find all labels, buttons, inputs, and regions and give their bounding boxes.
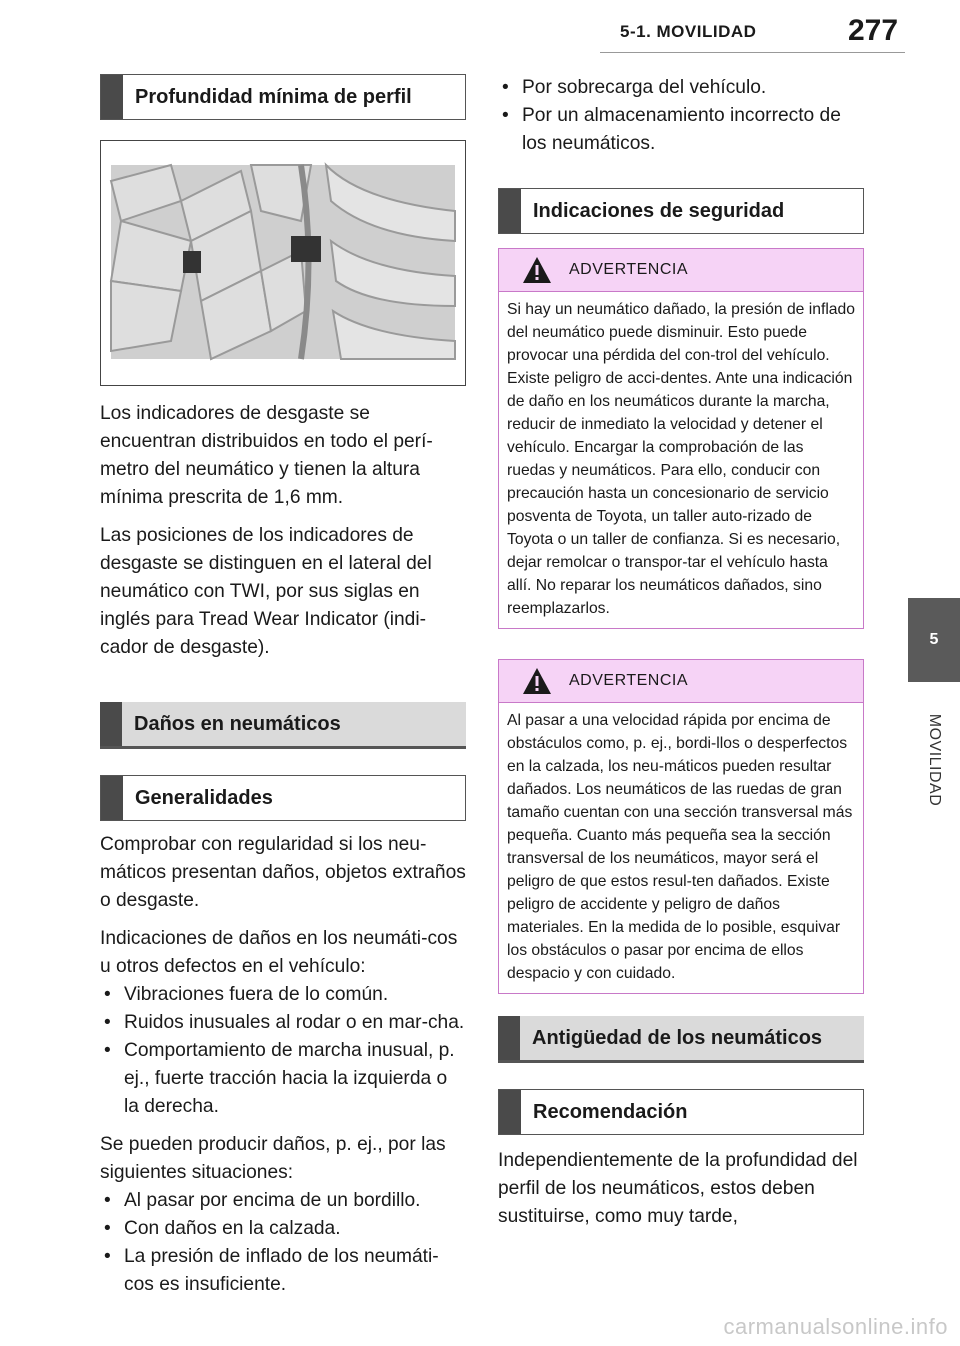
list-item: • Con daños en la calzada. xyxy=(100,1215,466,1243)
page-number: 277 xyxy=(848,14,899,47)
warning-triangle-icon xyxy=(521,255,553,285)
list-item: • Por sobrecarga del vehículo. xyxy=(498,74,864,102)
warning-box-2 xyxy=(498,659,864,994)
warning-text: Al pasar a una velocidad rápida por encima de obstáculos como, p. ej., bordi-llos o desperfectos en la calzada, los neu-máticos pueden resultar dañados. Los neumáticos de las ruedas de gran tamaño cuentan con una sección transversal más pequeña. Cuanto más pequeña sea la sección transversal de los neumáticos, mayor será el peligro de que estos resul-ten dañados. Existe peligro de accidente y peligro de daños materiales. En la medida de lo posible, esquivar los obstáculos o pasar por encima de ellos despacio y con cuidado. xyxy=(507,712,853,982)
paragraph-wear-indicators: Los indicadores de desgaste se encuentran distribuidos en todo el perí-metro del neumático y tienen la altura mínima prescrita de 1,6 mm. xyxy=(100,403,433,508)
list-damage-symptoms xyxy=(100,981,466,1121)
warning-header xyxy=(499,660,863,703)
tire-wear-indicator-figure xyxy=(100,140,466,386)
warning-triangle-icon xyxy=(521,666,553,696)
heading-tread-depth: Profundidad mínima de perfil xyxy=(100,74,466,120)
heading-safety-notes: Indicaciones de seguridad xyxy=(498,188,864,234)
left-column xyxy=(100,74,466,1309)
paragraph-damage-indications: Indicaciones de daños en los neumáti-cos u otros defectos en el vehículo: xyxy=(100,928,458,977)
list-more-causes xyxy=(498,74,864,158)
paragraph-damage-causes: Se pueden producir daños, p. ej., por las siguientes situaciones: xyxy=(100,1134,446,1183)
list-item: • Al pasar por encima de un bordillo. xyxy=(100,1187,466,1215)
warning-box-1 xyxy=(498,248,864,629)
warning-title: ADVERTENCIA xyxy=(569,261,689,278)
chapter-tab[interactable]: 5 xyxy=(908,598,960,682)
header-rule xyxy=(600,52,905,53)
heading-general: Generalidades xyxy=(100,775,466,821)
chapter-label: MOVILIDAD xyxy=(926,713,943,807)
paragraph-twi-positions: Las posiciones de los indicadores de desgaste se distinguen en el lateral del neumático con TWI, por sus siglas en inglés para Tread Wear Indicator (indi-cador de desgaste). xyxy=(100,525,432,658)
header-section-title: 5-1. MOVILIDAD xyxy=(620,22,757,41)
list-item: • Vibraciones fuera de lo común. xyxy=(100,981,466,1009)
heading-tire-damage: Daños en neumáticos xyxy=(100,702,466,749)
list-item: • Comportamiento de marcha inusual, p. ej., fuerte tracción hacia la izquierda o la derecha. xyxy=(100,1037,466,1121)
warning-title: ADVERTENCIA xyxy=(569,672,689,689)
right-column xyxy=(498,74,864,1241)
warning-text: Si hay un neumático dañado, la presión de inflado del neumático puede disminuir. Esto puede provocar una pérdida del con-trol del vehículo. Existe peligro de acci-dentes. Ante una indicación de daño en los neumáticos durante la marcha, reducir de inmediato la velocidad y detener el vehículo. Encargar la comprobación de las ruedas y neumáticos. Para ello, conducir con precaución hasta un concesionario de servicio posventa de Toyota, un taller auto-rizado de Toyota o un taller de confianza. Si es necesario, dejar remolcar o transpor-tar el vehículo hasta allí. No reparar los neumáticos dañados, sino reemplazarlos. xyxy=(507,301,855,617)
heading-tire-age: Antigüedad de los neumáticos xyxy=(498,1016,864,1063)
paragraph-replacement: Independientemente de la profundidad del perfil de los neumáticos, estos deben sustituirse, como muy tarde, xyxy=(498,1150,858,1227)
watermark: carmanualsonline.info xyxy=(723,1314,948,1339)
list-damage-causes xyxy=(100,1187,466,1299)
list-item: • Por un almacenamiento incorrecto de los neumáticos. xyxy=(498,102,864,158)
list-item: • Ruidos inusuales al rodar o en mar-cha. xyxy=(100,1009,466,1037)
warning-header xyxy=(499,249,863,292)
heading-recommendation: Recomendación xyxy=(498,1089,864,1135)
paragraph-check-regularly: Comprobar con regularidad si los neu-máticos presentan daños, objetos extraños o desgaste. xyxy=(100,834,466,911)
list-item: • La presión de inflado de los neumáti-cos es insuficiente. xyxy=(100,1243,466,1299)
